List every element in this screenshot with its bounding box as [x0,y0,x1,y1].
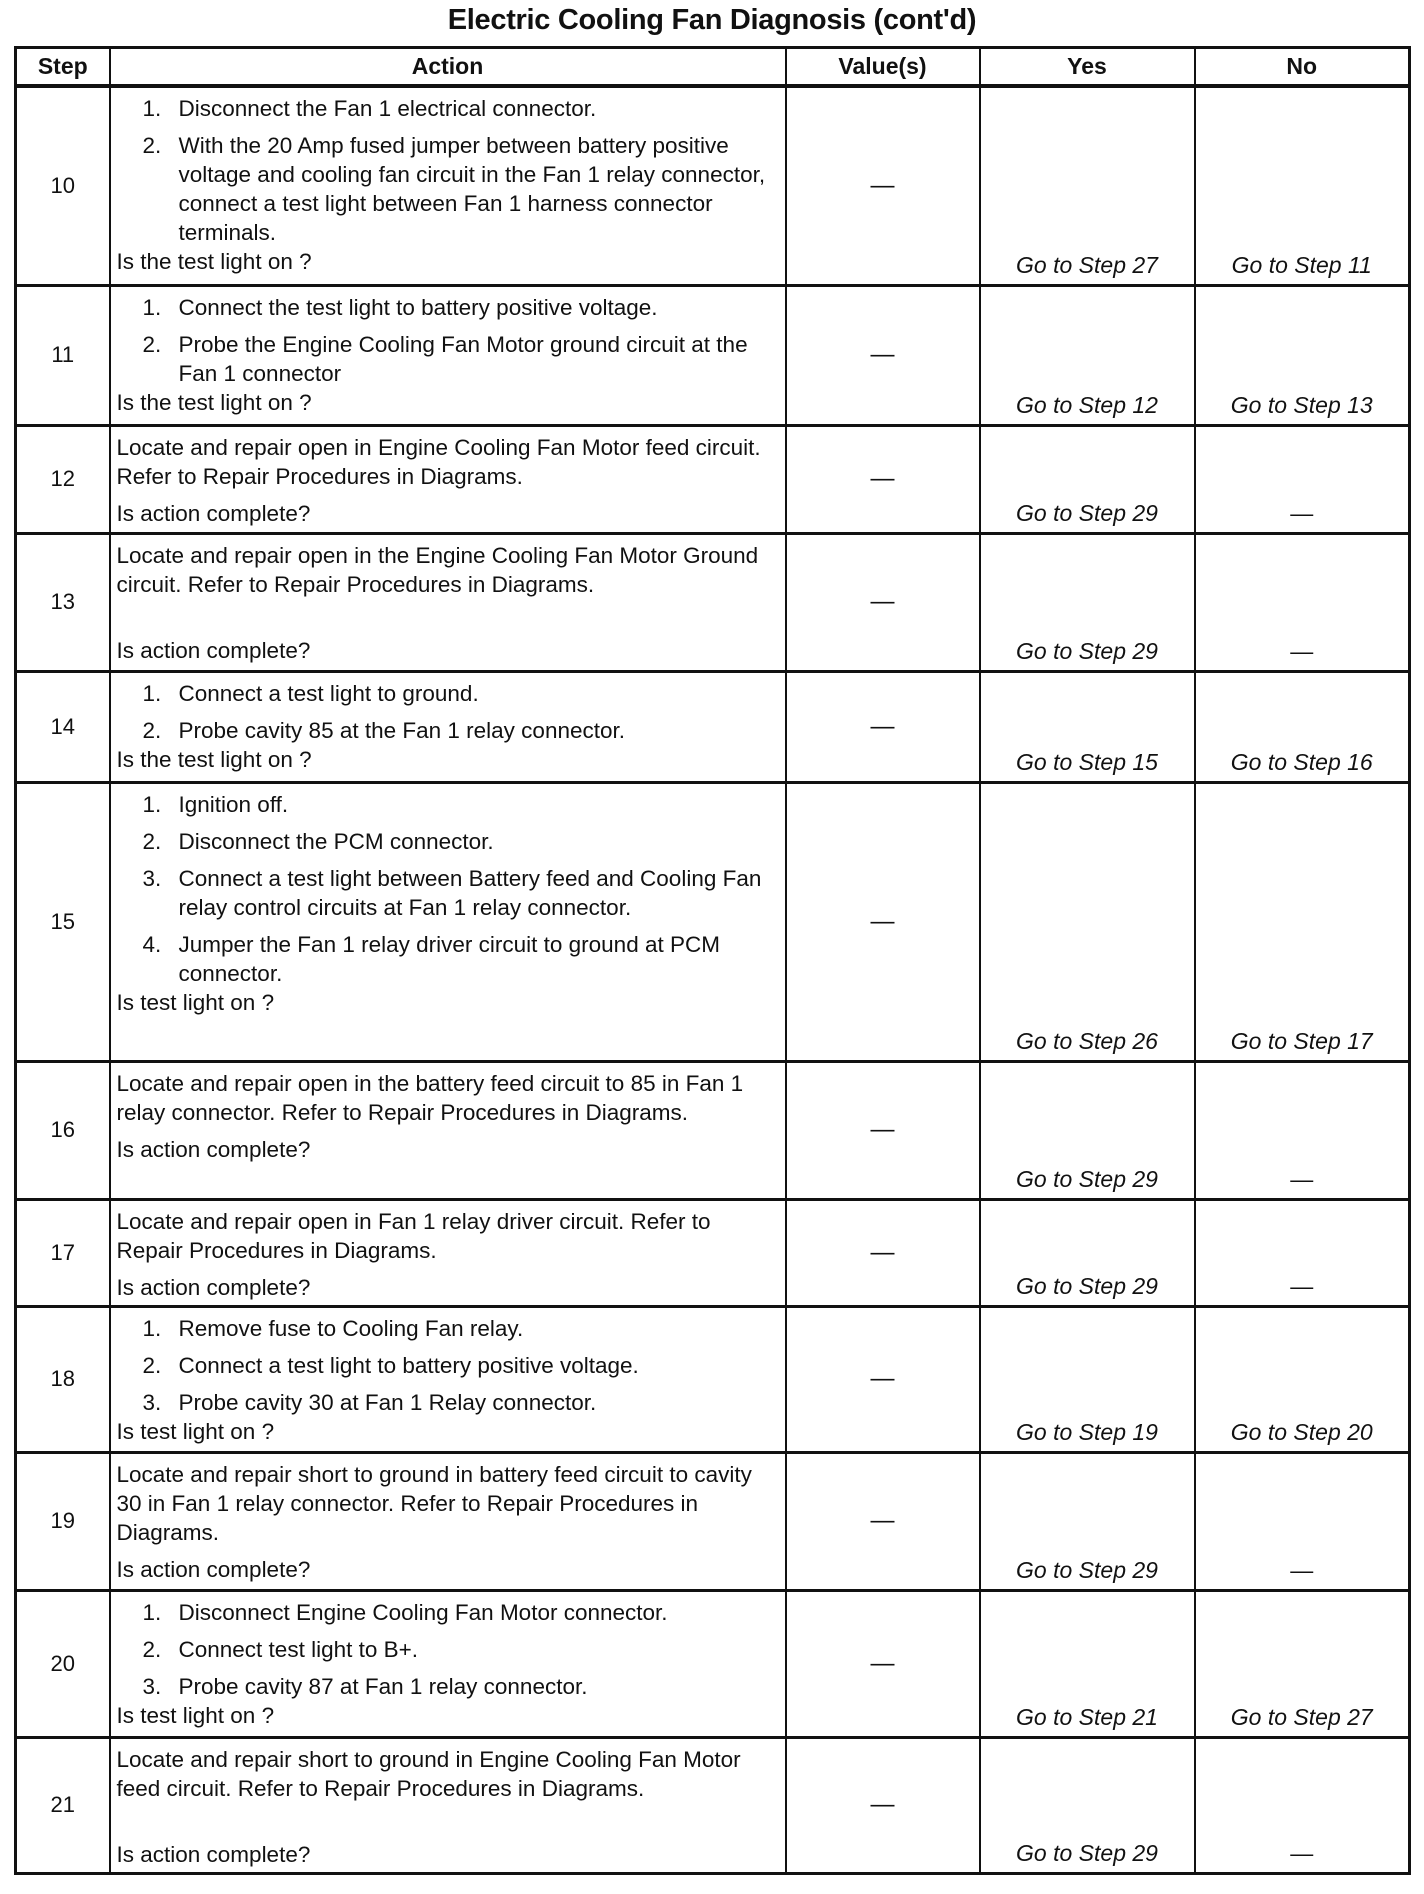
instruction-list [117,1598,779,1701]
value-cell: — [786,1590,980,1737]
list-item: 3. Probe cavity 87 at Fan 1 relay connector. [142,1673,588,1699]
list-item: 3. Probe cavity 30 at Fan 1 Relay connector. [142,1389,597,1415]
question-text: Is the test light on ? [116,389,312,415]
list-item: 1. Remove fuse to Cooling Fan relay. [142,1315,524,1341]
table-row [16,1452,1410,1590]
no-cell: — [1195,1452,1410,1590]
column-header-values: Value(s) [786,48,980,87]
yes-cell: Go to Step 26 [980,782,1195,1061]
table-row [16,533,1410,671]
no-cell: — [1195,1061,1410,1199]
value-cell: — [786,671,980,782]
value-cell: — [786,533,980,671]
value-cell: — [786,86,980,285]
no-cell: — [1195,1737,1410,1873]
step-number: 21 [16,1737,110,1873]
table-row [16,782,1410,1061]
question-text: Is action complete? [116,1841,311,1867]
yes-cell: Go to Step 15 [980,671,1195,782]
list-item: 3. Connect a test light between Battery feed and Cooling Fan relay control circuits at Fan 1 relay connector. [142,865,762,920]
instruction-text: Locate and repair open in Engine Cooling Fan Motor feed circuit. Refer to Repair Procedures in Diagrams. [116,434,761,489]
list-item: 1. Connect a test light to ground. [142,680,479,706]
yes-cell: Go to Step 29 [980,533,1195,671]
question-text: Is the test light on ? [116,746,312,772]
table-row [16,425,1410,533]
yes-cell: Go to Step 29 [980,1061,1195,1199]
step-number: 18 [16,1306,110,1452]
question-text: Is test light on ? [116,1418,275,1444]
question-text: Is action complete? [116,1274,311,1300]
value-cell: — [786,425,980,533]
action-cell [110,1199,786,1306]
action-cell [110,533,786,671]
step-number: 11 [16,285,110,425]
page-title: Electric Cooling Fan Diagnosis (cont'd) [447,4,977,36]
step-number: 19 [16,1452,110,1590]
question-text: Is the test light on ? [116,249,312,274]
instruction-list [117,679,779,745]
table-row [16,1590,1410,1737]
question-text: Is action complete? [116,1556,311,1582]
yes-cell: Go to Step 29 [980,1199,1195,1306]
yes-cell: Go to Step 29 [980,1452,1195,1590]
list-item: 2. Probe cavity 85 at the Fan 1 relay connector. [142,717,626,743]
action-cell [110,1590,786,1737]
instruction-text: Locate and repair open in Fan 1 relay driver circuit. Refer to Repair Procedures in Diagrams. [116,1208,711,1263]
yes-cell: Go to Step 19 [980,1306,1195,1452]
value-cell: — [786,1452,980,1590]
instruction-list [117,790,779,988]
column-header-yes: Yes [980,48,1195,87]
instruction-text: Locate and repair open in the Engine Cooling Fan Motor Ground circuit. Refer to Repair Procedures in Diagrams. [116,542,759,597]
table-row [16,86,1410,285]
column-header-no: No [1195,48,1410,87]
table-row [16,671,1410,782]
no-cell: Go to Step 11 [1195,86,1410,285]
instruction-text: Locate and repair short to ground in Engine Cooling Fan Motor feed circuit. Refer to Repair Procedures in Diagrams. [116,1746,741,1801]
step-number: 20 [16,1590,110,1737]
table-row [16,1199,1410,1306]
list-item: 1. Ignition off. [142,791,289,817]
instruction-list [117,293,779,388]
action-cell [110,285,786,425]
yes-cell: Go to Step 12 [980,285,1195,425]
table-row [16,1737,1410,1873]
yes-cell: Go to Step 29 [980,425,1195,533]
step-number: 16 [16,1061,110,1199]
value-cell: — [786,1061,980,1199]
action-cell [110,425,786,533]
list-item: 1. Connect the test light to battery positive voltage. [142,294,658,320]
step-number: 15 [16,782,110,1061]
step-number: 17 [16,1199,110,1306]
no-cell: — [1195,1199,1410,1306]
value-cell: — [786,285,980,425]
value-cell: — [786,1737,980,1873]
question-text: Is action complete? [116,1136,311,1162]
instruction-list [117,1314,779,1417]
instruction-text: Locate and repair short to ground in battery feed circuit to cavity 30 in Fan 1 relay connector. Refer to Repair Procedures in Diagrams. [116,1461,752,1545]
list-item: 2. With the 20 Amp fused jumper between battery positive voltage and cooling fan circuit in the Fan 1 relay connector, connect a test light between Fan 1 harness connector terminals. [142,133,766,245]
column-header-action: Action [110,48,786,87]
value-cell: — [786,1306,980,1452]
step-number: 14 [16,671,110,782]
action-cell [110,1452,786,1590]
yes-cell: Go to Step 29 [980,1737,1195,1873]
value-cell: — [786,1199,980,1306]
action-cell [110,1306,786,1452]
list-item: 2. Disconnect the PCM connector. [142,828,494,854]
action-cell [110,1061,786,1199]
no-cell: Go to Step 27 [1195,1590,1410,1737]
list-item: 2. Connect test light to B+. [142,1636,419,1662]
list-item: 2. Connect a test light to battery positive voltage. [142,1352,639,1378]
no-cell: Go to Step 13 [1195,285,1410,425]
table-row [16,1306,1410,1452]
value-cell: — [786,782,980,1061]
instruction-text: Locate and repair open in the battery feed circuit to 85 in Fan 1 relay connector. Refer to Repair Procedures in Diagrams. [116,1070,744,1125]
table-header-row [16,48,1410,87]
list-item: 1. Disconnect the Fan 1 electrical connector. [142,96,597,121]
table-row [16,1061,1410,1199]
question-text: Is action complete? [116,637,311,663]
no-cell: Go to Step 17 [1195,782,1410,1061]
question-text: Is test light on ? [116,989,275,1015]
list-item: 2. Probe the Engine Cooling Fan Motor ground circuit at the Fan 1 connector [142,331,748,386]
step-number: 10 [16,86,110,285]
column-header-step: Step [16,48,110,87]
step-number: 12 [16,425,110,533]
list-item: 1. Disconnect Engine Cooling Fan Motor connector. [142,1599,668,1625]
list-item: 4. Jumper the Fan 1 relay driver circuit to ground at PCM connector. [142,931,720,986]
question-text: Is test light on ? [116,1702,275,1728]
action-cell [110,671,786,782]
yes-cell: Go to Step 21 [980,1590,1195,1737]
no-cell: Go to Step 16 [1195,671,1410,782]
yes-cell: Go to Step 27 [980,86,1195,285]
no-cell: — [1195,425,1410,533]
instruction-list [117,94,779,247]
action-cell [110,782,786,1061]
table-row [16,285,1410,425]
no-cell: — [1195,533,1410,671]
question-text: Is action complete? [116,500,311,526]
step-number: 13 [16,533,110,671]
diagnosis-table [14,46,1411,1875]
action-cell [110,1737,786,1873]
no-cell: Go to Step 20 [1195,1306,1410,1452]
action-cell [110,86,786,285]
